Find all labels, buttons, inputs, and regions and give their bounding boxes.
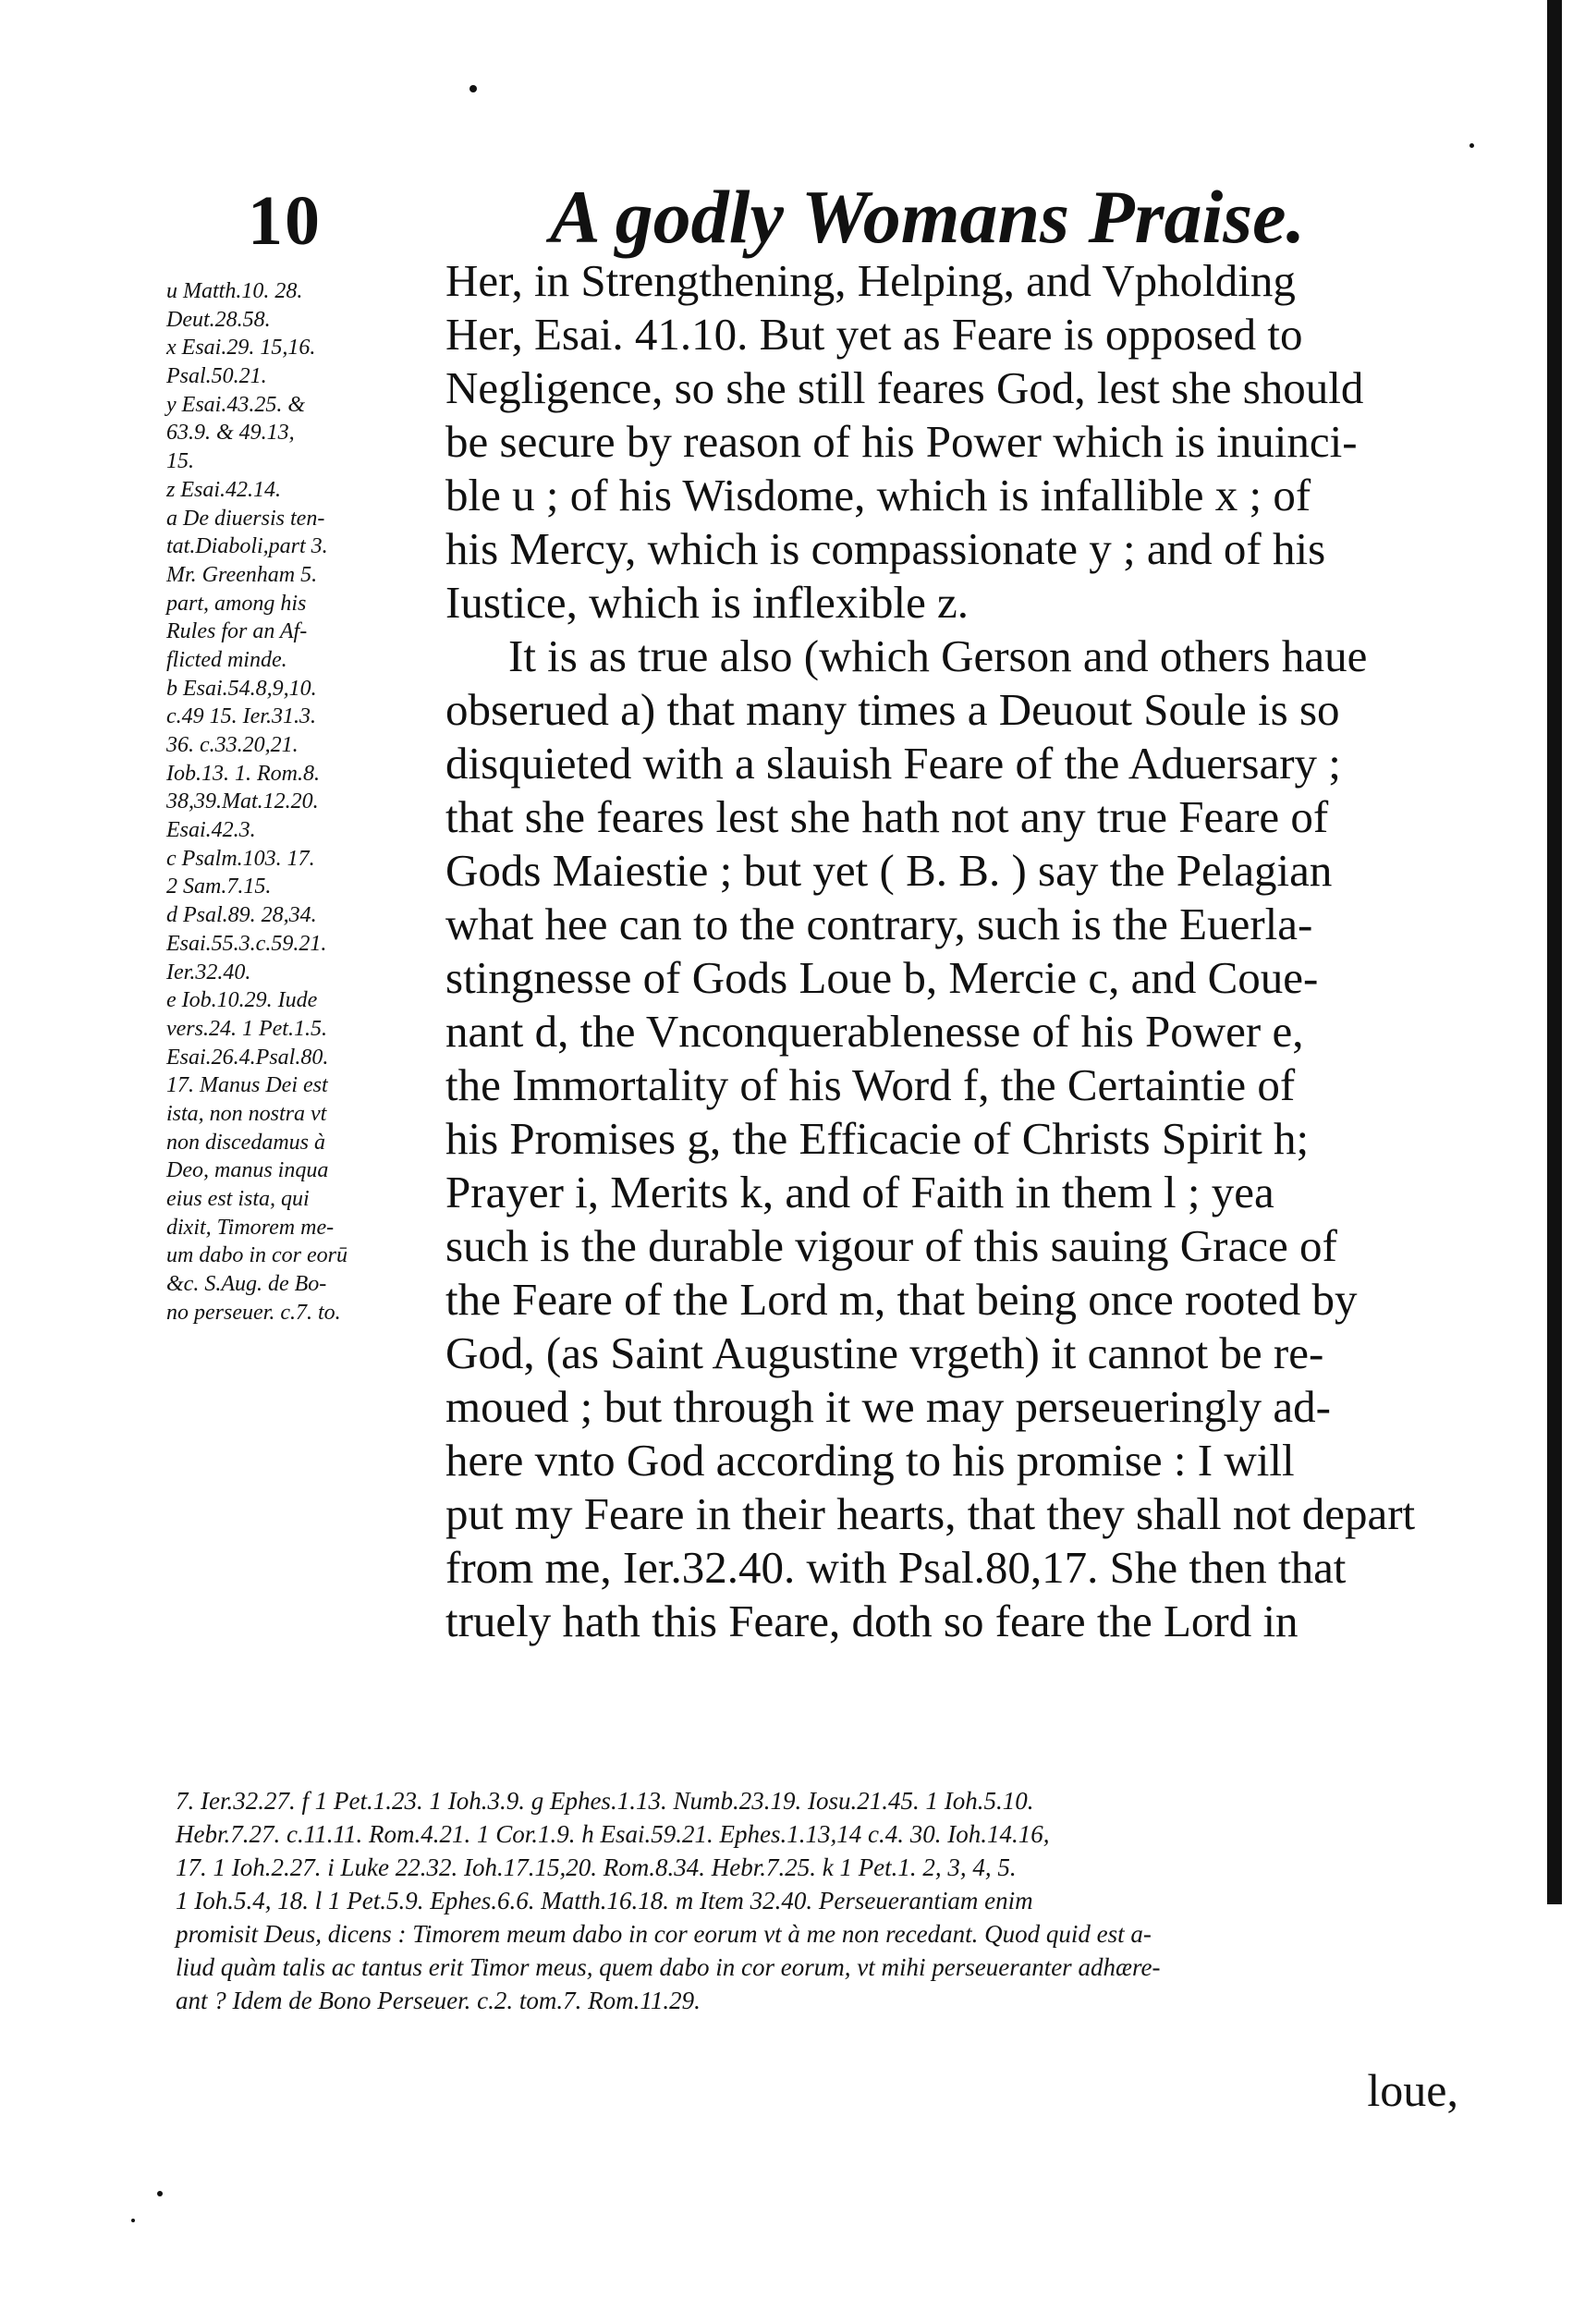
body-line: Her, Esai. 41.10. But yet as Feare is opposed to	[445, 309, 1303, 360]
margin-note: Esai.26.4.Psal.80.	[166, 1045, 329, 1070]
margin-note: c.49 15. Ier.31.3.	[166, 704, 316, 729]
margin-note: 15.	[166, 449, 194, 474]
margin-note: u Matth.10. 28.	[166, 279, 303, 303]
margin-note: Deo, manus inqua	[166, 1158, 329, 1183]
margin-note: Iob.13. 1. Rom.8.	[166, 761, 320, 786]
body-line: Iustice, which is inflexible z.	[445, 577, 969, 628]
body-line: truely hath this Feare, doth so feare the Lord in	[445, 1596, 1299, 1646]
margin-note: 38,39.Mat.12.20.	[166, 789, 319, 814]
margin-note: tat.Diaboli,part 3.	[166, 534, 328, 559]
margin-note: &c. S.Aug. de Bo-	[166, 1272, 327, 1297]
body-line: his Mercy, which is compassionate y ; and of his	[445, 523, 1326, 574]
body-line: that she feares lest she hath not any true Feare of	[445, 791, 1329, 842]
margin-note: Deut.28.58.	[166, 307, 271, 332]
body-line: obserued a) that many times a Deuout Soule is so	[445, 684, 1340, 735]
body-line: such is the durable vigour of this sauing Grace of	[445, 1220, 1337, 1271]
body-line: God, (as Saint Augustine vrgeth) it cannot be re-	[445, 1327, 1324, 1378]
margin-note: Esai.42.3.	[166, 818, 256, 843]
margin-note: vers.24. 1 Pet.1.5.	[166, 1016, 327, 1041]
margin-note: part, among his	[166, 591, 307, 616]
footnote-line: 7. Ier.32.27. f 1 Pet.1.23. 1 Ioh.3.9. g Ephes.1.13. Numb.23.19. Iosu.21.45. 1 Ioh.5.10.	[176, 1787, 1034, 1815]
footnote-line: 17. 1 Ioh.2.27. i Luke 22.32. Ioh.17.15,20. Rom.8.34. Hebr.7.25. k 1 Pet.1. 2, 3, 4, 5.	[176, 1853, 1017, 1881]
body-line: ble u ; of his Wisdome, which is infallible x ; of	[445, 470, 1311, 520]
margin-note: non discedamus à	[166, 1130, 325, 1155]
footnote-line: ant ? Idem de Bono Perseuer. c.2. tom.7. Rom.11.29.	[176, 1987, 701, 2014]
body-line: Negligence, so she still feares God, lest she should	[445, 362, 1364, 413]
margin-note: a De diuersis ten-	[166, 506, 325, 531]
body-line: the Immortality of his Word f, the Certaintie of	[445, 1059, 1296, 1110]
margin-note: 17. Manus Dei est	[166, 1073, 328, 1098]
footnotes	[176, 1784, 1465, 2017]
margin-note: Esai.55.3.c.59.21.	[166, 931, 327, 956]
ink-speck	[131, 2219, 135, 2222]
margin-note: Ier.32.40.	[166, 960, 251, 985]
margin-note: ista, non nostra vt	[166, 1101, 327, 1126]
margin-note: Mr. Greenham 5.	[166, 562, 318, 587]
body-line: nant d, the Vnconquerablenesse of his Power e,	[445, 1006, 1304, 1057]
body-line: here vnto God according to his promise : I will	[445, 1435, 1295, 1486]
ink-speck	[469, 85, 477, 92]
body-line: be secure by reason of his Power which is inuinci-	[445, 416, 1358, 467]
margin-note: flicted minde.	[166, 647, 287, 672]
margin-note: 2 Sam.7.15.	[166, 875, 272, 899]
body-line: Gods Maiestie ; but yet ( B. B. ) say the Pelagian	[445, 845, 1333, 896]
body-line: his Promises g, the Efficacie of Christs Spirit h;	[445, 1113, 1310, 1164]
body-text	[445, 254, 1462, 1648]
body-line: It is as true also (which Gerson and others haue	[508, 630, 1368, 681]
margin-note: 36. c.33.20,21.	[166, 733, 299, 757]
margin-note: z Esai.42.14.	[166, 477, 282, 502]
margin-note: Rules for an Af-	[166, 619, 308, 644]
body-line: what hee can to the contrary, such is the Euerla-	[445, 899, 1313, 949]
footnote-line: 1 Ioh.5.4, 18. l 1 Pet.5.9. Ephes.6.6. Matth.16.18. m Item 32.40. Perseuerantiam enim	[176, 1887, 1033, 1914]
page-edge-shadow	[1547, 0, 1562, 1904]
body-line: disquieted with a slauish Feare of the Aduersary ;	[445, 738, 1341, 789]
ink-speck	[1469, 143, 1474, 148]
footnote-line: liud quàm talis ac tantus erit Timor meus, quem dabo in cor eorum, vt mihi perseueranter adhære-	[176, 1953, 1161, 1981]
body-line: the Feare of the Lord m, that being once rooted by	[445, 1274, 1358, 1325]
margin-note: 63.9. & 49.13,	[166, 421, 295, 446]
body-line: from me, Ier.32.40. with Psal.80,17. She then that	[445, 1542, 1347, 1593]
body-line: Prayer i, Merits k, and of Faith in them l ; yea	[445, 1167, 1274, 1217]
body-line: Her, in Strengthening, Helping, and Vpholding	[445, 255, 1296, 306]
margin-notes	[166, 277, 434, 1327]
body-line: moued ; but through it we may perseueringly ad-	[445, 1381, 1331, 1432]
page-number: 10	[248, 182, 322, 260]
running-title: A godly Womans Praise.	[550, 175, 1306, 259]
body-line: stingnesse of Gods Loue b, Mercie c, and Coue-	[445, 952, 1319, 1003]
catchword: loue,	[1367, 2064, 1458, 2116]
margin-note: um dabo in cor eorū	[166, 1243, 348, 1268]
margin-note: x Esai.29. 15,16.	[166, 336, 316, 361]
margin-note: Psal.50.21.	[166, 364, 267, 389]
ink-speck	[157, 2191, 163, 2196]
margin-note: dixit, Timorem me-	[166, 1215, 335, 1240]
body-line: put my Feare in their hearts, that they shall not depart	[445, 1488, 1416, 1539]
margin-note: c Psalm.103. 17.	[166, 846, 315, 871]
margin-note: d Psal.89. 28,34.	[166, 903, 317, 928]
margin-note: e Iob.10.29. Iude	[166, 988, 318, 1013]
margin-note: no perseuer. c.7. to.	[166, 1300, 341, 1325]
margin-note: b Esai.54.8,9,10.	[166, 676, 317, 701]
margin-note: eius est ista, qui	[166, 1187, 310, 1211]
footnote-line: Hebr.7.27. c.11.11. Rom.4.21. 1 Cor.1.9. h Esai.59.21. Ephes.1.13,14 c.4. 30. Ioh.14.16,	[176, 1820, 1050, 1848]
margin-note: y Esai.43.25. &	[166, 392, 305, 417]
footnote-line: promisit Deus, dicens : Timorem meum dabo in cor eorum vt à me non recedant. Quod quid est a-	[176, 1920, 1152, 1948]
